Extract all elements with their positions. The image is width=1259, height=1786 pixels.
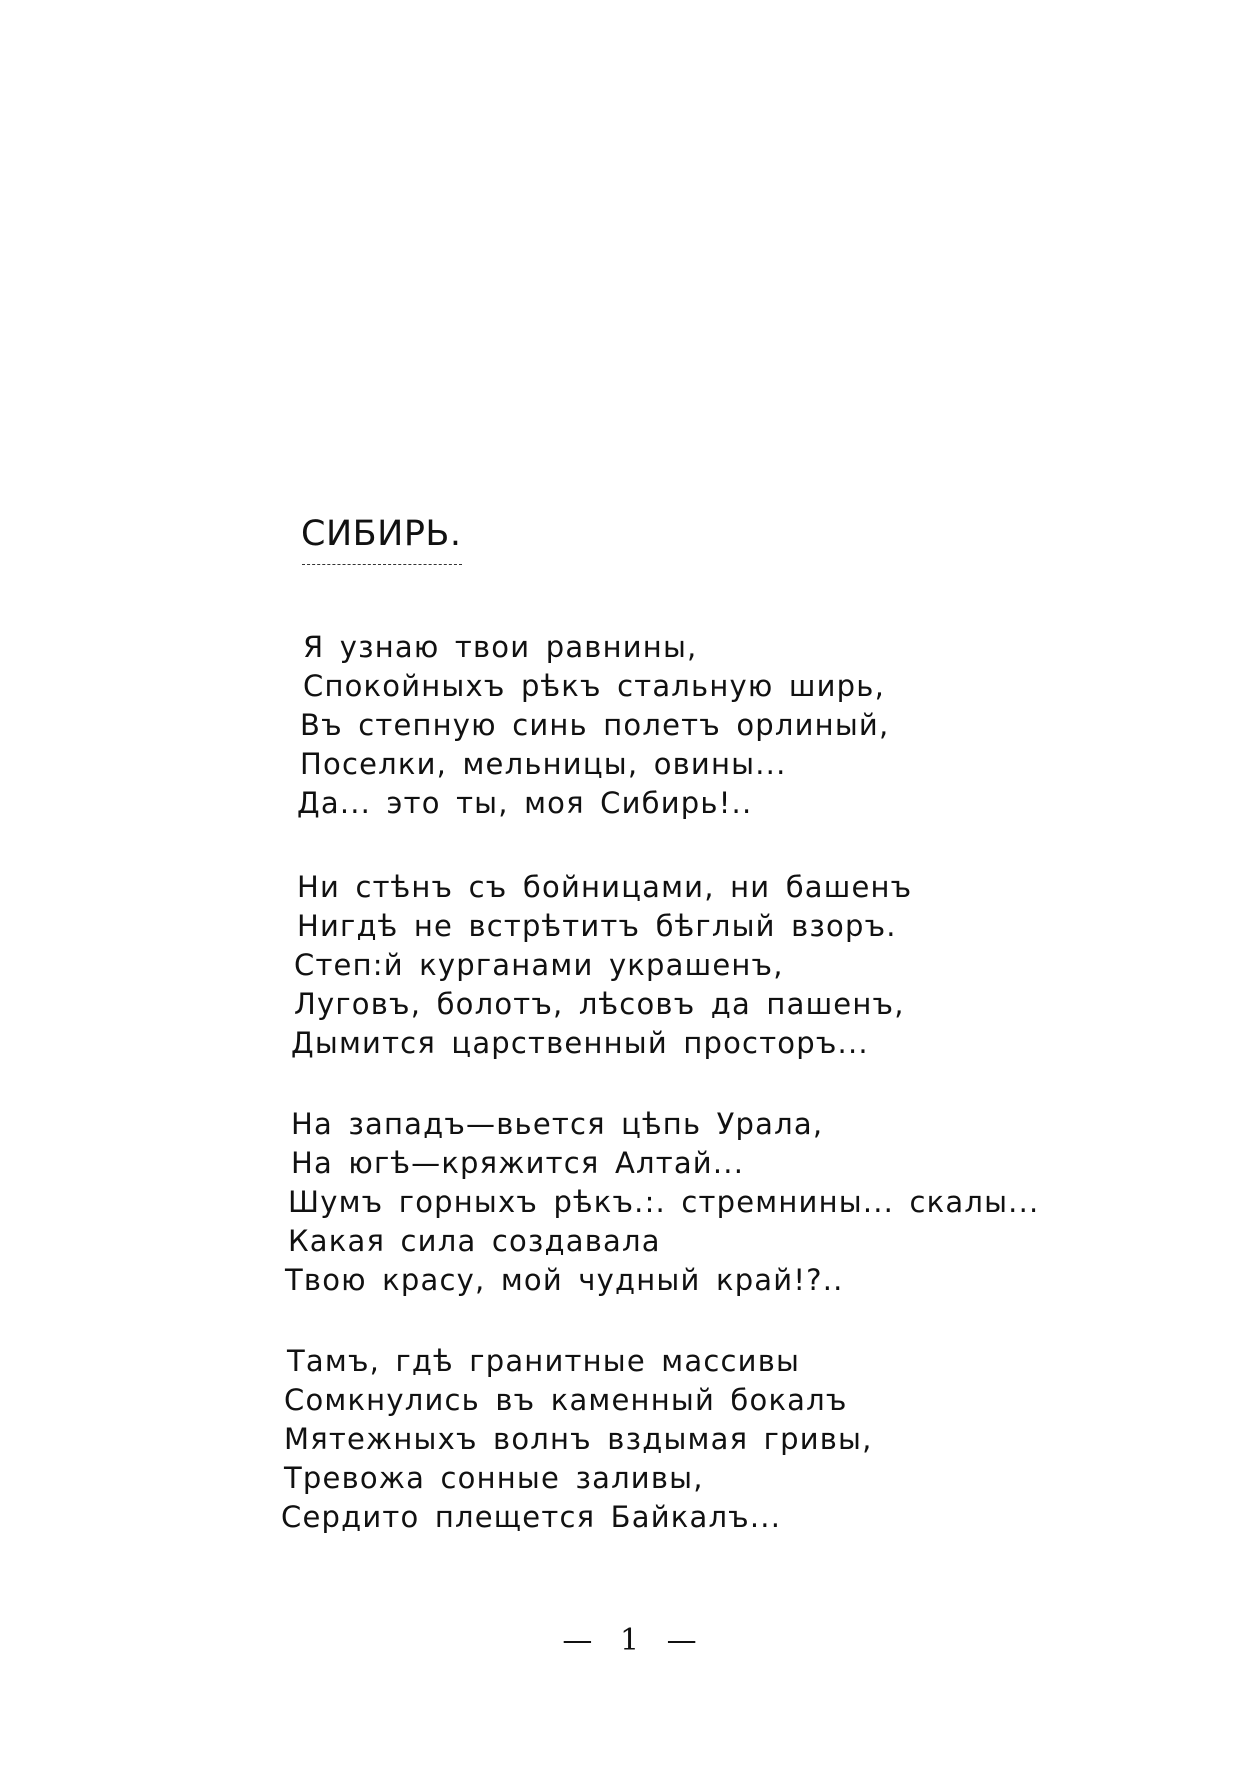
poem-line: Луговъ, болотъ, лѣсовъ да пашенъ, (294, 987, 905, 1021)
poem-line: Да... это ты, моя Сибирь!.. (297, 786, 753, 820)
poem-line: На западъ—вьется цѣпь Урала, (291, 1107, 824, 1141)
poem-line: Поселки, мельницы, овины... (300, 747, 787, 781)
poem-line: Сердито плещется Байкалъ... (281, 1500, 782, 1534)
poem-line: Сомкнулись въ каменный бокалъ (284, 1383, 848, 1417)
poem-line: На югѣ—кряжится Алтай... (291, 1146, 745, 1180)
poem-line: Шумъ горныхъ рѣкъ.:. стремнины... скалы... (288, 1185, 1040, 1219)
poem-line: Дымится царственный просторъ... (291, 1026, 869, 1060)
poem-line: Какая сила создавала (288, 1224, 661, 1258)
poem-line: Спокойныхъ рѣкъ стальную ширь, (303, 669, 885, 703)
page-number: — 1 — (562, 1623, 697, 1658)
poem-line: Ни стѣнъ съ бойницами, ни башенъ (297, 870, 913, 904)
poem-line: Мятежныхъ волнъ вздымая гривы, (284, 1422, 873, 1456)
poem-line: Степ:й курганами украшенъ, (294, 948, 784, 982)
poem-line: Я узнаю твои равнины, (303, 630, 698, 664)
poem-line: Нигдѣ не встрѣтитъ бѣглый взоръ. (297, 909, 897, 943)
poem-line: Въ степную синь полетъ орлиный, (300, 708, 890, 742)
poem-line: Твою красу, мой чудный край!?.. (285, 1263, 844, 1297)
poem-line: Тамъ, гдѣ гранитные массивы (287, 1344, 801, 1378)
poem-title: СИБИРЬ. (301, 514, 462, 554)
poem-line: Тревожа сонные заливы, (284, 1461, 704, 1495)
